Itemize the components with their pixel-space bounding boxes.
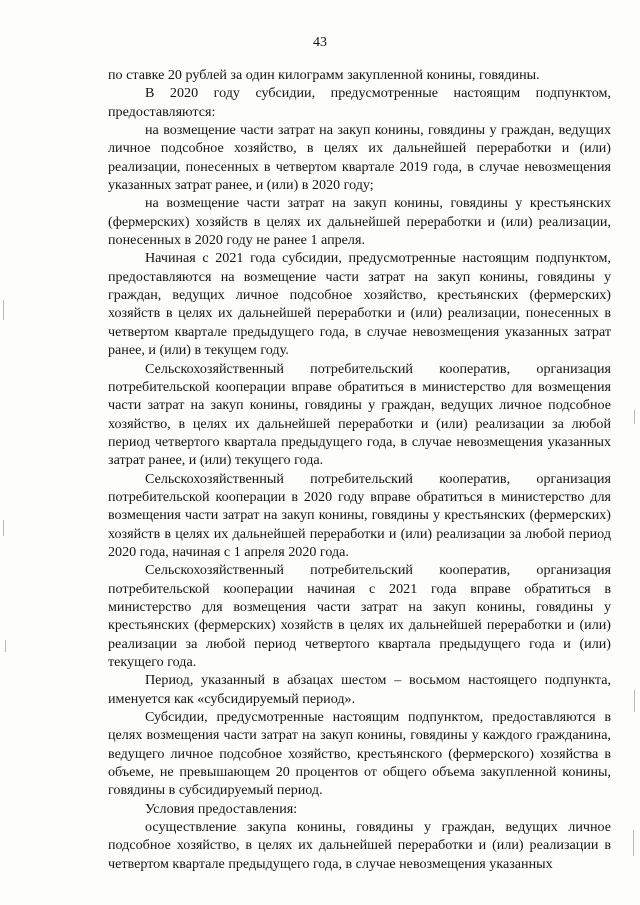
- paragraph: Сельскохозяйственный потребительский кооператив, организация потребительской кооперации вправе обратиться в министерство для возмещения части затрат на закуп конины, говядины у граждан, ведущих личное подсобное хозяйство, в целях их дальнейшей переработки и (или) реализации за любой период четвертого квартала предыдущего года, в случае невозмещения указанных затрат ранее, и (или) текущего года.: [108, 360, 611, 469]
- scan-edge-mark: [634, 690, 635, 712]
- paragraph: Сельскохозяйственный потребительский кооператив, организация потребительской кооперации в 2020 году вправе обратиться в министерство для возмещения части затрат на закуп конины, говядины у крестьянских (фермерских) хозяйств в целях их дальнейшей переработки и (или) реализации за любой период 2020 года, начиная с 1 апреля 2020 года.: [108, 470, 611, 560]
- scan-edge-mark: [634, 410, 635, 424]
- paragraph: Условия предоставления:: [145, 800, 298, 817]
- paragraph: В 2020 году субсидии, предусмотренные настоящим подпунктом, предоставляются:: [108, 85, 611, 120]
- paragraph: Сельскохозяйственный потребительский кооператив, организация потребительской кооперации начиная с 2021 года вправе обратиться в министерство для возмещения части затрат на закуп конины, говядины у крестьянских (фермерских) хозяйств в целях их дальнейшей переработки и (или) реализации за любой период четвертого квартала предыдущего года и (или) текущего года.: [108, 562, 611, 670]
- paragraph: Субсидии, предусмотренные настоящим подпунктом, предоставляются в целях возмещения части затрат на закуп конины, говядины у каждого гражданина, ведущего личное подсобное хозяйство, крестьянского (фермерского) хозяйства в объеме, не превышающем 20 процентов от общего объема закупленной конины, говядины в субсидируемый период.: [108, 709, 611, 799]
- paragraph-continuation: по ставке 20 рублей за один килограмм закупленной конины, говядины.: [108, 67, 540, 83]
- scan-edge-mark: [3, 300, 4, 320]
- paragraph: Начиная с 2021 года субсидии, предусмотренные настоящим подпунктом, предоставляются на возмещение части затрат на закуп конины, говядины у граждан, ведущих личное подсобное хозяйство, крестьянских (фермерских) хозяйств в целях их дальнейшей переработки и (или) реализации, понесенных в четвертом квартале предыдущего года, в случае невозмещения указанных затрат ранее, и (или) в текущем году.: [108, 250, 611, 359]
- scan-edge-mark: [5, 640, 6, 652]
- paragraph: Период, указанный в абзацах шестом – восьмом настоящего подпункта, именуется как «субсидируемый период».: [108, 672, 611, 707]
- document-body: [108, 66, 611, 873]
- paragraph: осуществление закупа конины, говядины у граждан, ведущих личное подсобное хозяйство, в целях их дальнейшей переработки и (или) реализации в четвертом квартале предыдущего года, в случае невозмещения указанных: [108, 819, 611, 872]
- paragraph: на возмещение части затрат на закуп конины, говядины у граждан, ведущих личное подсобное хозяйство, в целях их дальнейшей переработки и (или) реализации, понесенных в четвертом квартале 2019 года, в случае невозмещения указанных затрат ранее, и (или) в 2020 году;: [108, 122, 611, 194]
- page-number: 43: [313, 35, 327, 50]
- paragraph: на возмещение части затрат на закуп конины, говядины у крестьянских (фермерских) хозяйств в целях их дальнейшей переработки и (или) реализации, понесенных в 2020 году не ранее 1 апреля.: [108, 195, 611, 249]
- scan-edge-mark: [3, 520, 4, 536]
- scan-edge-mark: [633, 830, 634, 856]
